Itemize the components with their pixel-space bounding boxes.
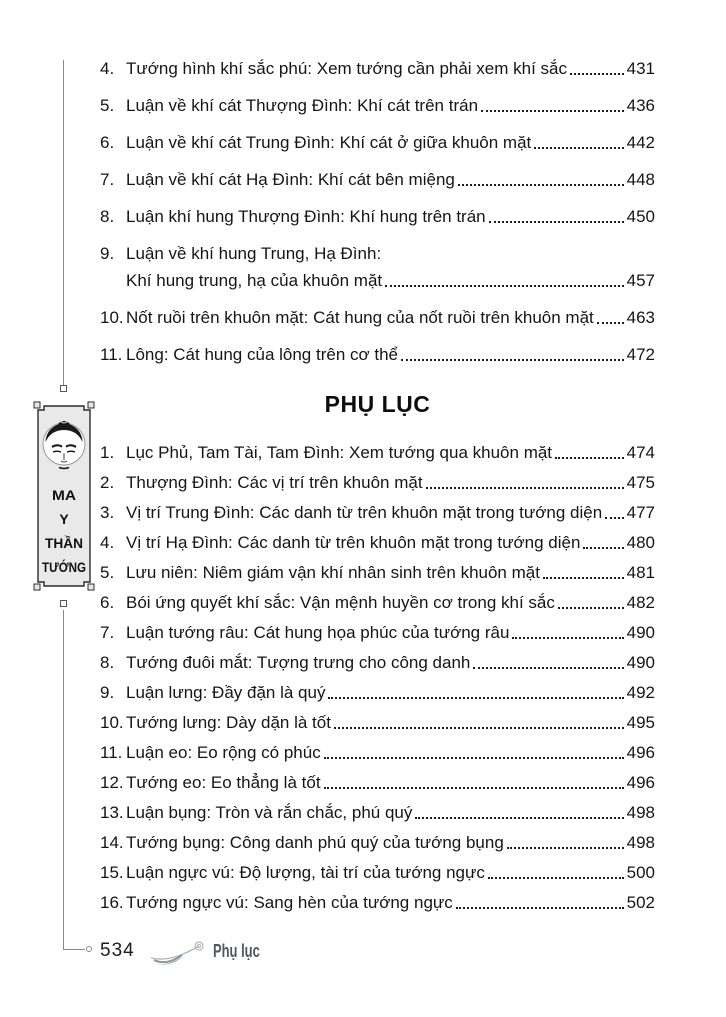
dot-leader: [488, 877, 624, 879]
item-title: Bói ứng quyết khí sắc: Vận mệnh huyền cơ trong khí sắc: [126, 593, 555, 612]
toc-row: [100, 307, 655, 328]
item-number: 7.: [100, 623, 115, 642]
item-title: Tướng lưng: Dày dặn là tốt: [126, 713, 331, 732]
item-page: 475: [626, 473, 655, 492]
dot-leader: [597, 322, 624, 324]
dot-leader: [324, 757, 624, 759]
toc-row: [100, 169, 655, 190]
item-page: 472: [626, 345, 655, 364]
connector-square-top: [60, 385, 67, 392]
item-page: 500: [626, 863, 655, 882]
toc-row: [100, 132, 655, 153]
item-page: 495: [626, 713, 655, 732]
sidebar-rule-bottom: [63, 610, 64, 950]
item-title: Tướng ngực vú: Sang hèn của tướng ngực: [126, 893, 453, 912]
toc-top-list: [100, 58, 655, 365]
item-number: 11.: [100, 345, 123, 364]
dot-leader: [334, 727, 624, 729]
item-number: 15.: [100, 863, 124, 882]
plaque-line-4: TƯỚNG: [42, 559, 96, 575]
dot-leader: [558, 607, 624, 609]
item-page: 463: [626, 308, 655, 327]
dot-leader: [456, 907, 624, 909]
item-page: 498: [626, 803, 655, 822]
item-number: 9.: [100, 683, 115, 702]
item-title: Lông: Cát hung của lông trên cơ thể: [126, 345, 398, 364]
plaque-line-3: THẦN: [45, 535, 83, 551]
item-title: Thượng Đình: Các vị trí trên khuôn mặt: [126, 473, 423, 492]
toc-row: [100, 58, 655, 79]
toc-row: [100, 892, 655, 913]
item-title: Vị trí Hạ Đình: Các danh từ trên khuôn mặt trong tướng diện: [126, 533, 581, 552]
dot-leader: [401, 359, 624, 361]
toc-row: [100, 270, 655, 291]
item-page: 457: [626, 271, 655, 290]
dot-leader: [458, 184, 624, 186]
item-title: Nốt ruồi trên khuôn mặt: Cát hung của nốt ruồi trên khuôn mặt: [126, 308, 594, 327]
toc-row: [100, 802, 655, 823]
toc-column: [100, 58, 655, 922]
toc-row: [100, 622, 655, 643]
item-number: 11.: [100, 743, 123, 762]
toc-row: [100, 712, 655, 733]
toc-row: [100, 592, 655, 613]
item-number: 14.: [100, 833, 124, 852]
item-number: 1.: [100, 443, 115, 462]
footer-section-label: Phụ lục: [212, 940, 260, 961]
dot-leader: [570, 73, 624, 75]
plaque-line-1: MA: [52, 487, 76, 503]
item-page: 480: [626, 533, 655, 552]
item-number: 10.: [100, 308, 124, 327]
dot-leader: [534, 147, 623, 149]
item-page: 481: [626, 563, 655, 582]
item-title: Lục Phủ, Tam Tài, Tam Đình: Xem tướng qua khuôn mặt: [126, 443, 553, 462]
toc-row: [100, 206, 655, 227]
dot-leader: [507, 847, 624, 849]
item-title: Luận lưng: Đầy đặn là quý: [126, 683, 326, 702]
dot-leader: [473, 667, 623, 669]
item-number: 12.: [100, 773, 124, 792]
item-title: Tướng eo: Eo thẳng là tốt: [126, 773, 321, 792]
item-page: 496: [626, 773, 655, 792]
item-number: 8.: [100, 207, 115, 226]
item-number: 2.: [100, 473, 115, 492]
plaque-line-2: Y: [59, 511, 69, 527]
item-page: 450: [626, 207, 655, 226]
dot-leader: [555, 457, 624, 459]
toc-row: [100, 502, 655, 523]
dot-leader: [324, 787, 624, 789]
item-title: Luận bụng: Tròn và rắn chắc, phú quý: [126, 803, 413, 822]
plaque-corner-icon: [88, 402, 94, 408]
item-page: 448: [626, 170, 655, 189]
item-page: 474: [626, 443, 655, 462]
item-title: Tướng hình khí sắc phú: Xem tướng cần phải xem khí sắc: [126, 59, 567, 78]
toc-row: [100, 862, 655, 883]
item-page: 502: [626, 893, 655, 912]
dot-leader: [489, 221, 624, 223]
item-number: 3.: [100, 503, 115, 522]
item-title: Tướng bụng: Công danh phú quý của tướng bụng: [126, 833, 504, 852]
item-number: 4.: [100, 533, 115, 552]
item-number: 10.: [100, 713, 124, 732]
item-title: Lưu niên: Niêm giám vận khí nhân sinh trên khuôn mặt: [126, 563, 540, 582]
dot-leader: [415, 817, 623, 819]
item-number: 13.: [100, 803, 124, 822]
toc-row: [100, 652, 655, 673]
dot-leader: [583, 547, 623, 549]
item-page: 482: [626, 593, 655, 612]
item-title: Luận về khí cát Hạ Đình: Khí cát bên miệng: [126, 170, 455, 189]
item-page: 498: [626, 833, 655, 852]
item-number: 5.: [100, 96, 115, 115]
toc-row: [100, 95, 655, 116]
toc-row: [100, 742, 655, 763]
item-page: 442: [626, 133, 655, 152]
dot-leader: [385, 285, 624, 287]
sidebar-rule-top: [63, 60, 64, 385]
item-page: 490: [626, 623, 655, 642]
item-title: Khí hung trung, hạ của khuôn mặt: [126, 271, 383, 290]
swoosh-logo-icon: [149, 938, 207, 968]
plaque-corner-icon: [34, 402, 40, 408]
toc-row: [100, 832, 655, 853]
item-page: 477: [626, 503, 655, 522]
item-number: 4.: [100, 59, 115, 78]
sidebar-rule-foot: [63, 949, 85, 950]
dot-leader: [481, 110, 624, 112]
dot-leader: [426, 487, 624, 489]
connector-square-bottom: [60, 600, 67, 607]
book-nameplate: [32, 400, 96, 592]
rule-end-dot-icon: [86, 946, 92, 952]
toc-row: [100, 682, 655, 703]
item-number: 6.: [100, 593, 115, 612]
plaque-corner-icon: [88, 584, 94, 590]
toc-row: [100, 562, 655, 583]
dot-leader: [543, 577, 624, 579]
item-title: Luận về khí cát Trung Đình: Khí cát ở giữa khuôn mặt: [126, 133, 532, 152]
toc-row: [100, 243, 655, 264]
item-title: Luận tướng râu: Cát hung họa phúc của tướng râu: [126, 623, 510, 642]
dot-leader: [328, 697, 623, 699]
appendix-list: [100, 442, 655, 913]
toc-row: [100, 344, 655, 365]
item-title: Luận về khí hung Trung, Hạ Đình:: [126, 244, 382, 263]
toc-row: [100, 532, 655, 553]
toc-row: [100, 442, 655, 463]
item-number: 7.: [100, 170, 115, 189]
dot-leader: [512, 637, 623, 639]
item-number: 5.: [100, 563, 115, 582]
toc-row: [100, 472, 655, 493]
item-page: 492: [626, 683, 655, 702]
toc-row: [100, 772, 655, 793]
item-number: 8.: [100, 653, 115, 672]
item-title: Tướng đuôi mắt: Tượng trưng cho công danh: [126, 653, 471, 672]
plaque-corner-icon: [34, 584, 40, 590]
dot-leader: [605, 517, 623, 519]
item-number: 6.: [100, 133, 115, 152]
item-number: 16.: [100, 893, 124, 912]
item-title: Luận eo: Eo rộng có phúc: [126, 743, 321, 762]
item-title: Luận ngực vú: Độ lượng, tài trí của tướng ngực: [126, 863, 485, 882]
page-number: 534: [100, 940, 135, 961]
item-number: 9.: [100, 244, 115, 263]
item-page: 490: [626, 653, 655, 672]
footer: [100, 934, 278, 968]
item-page: 431: [626, 59, 655, 78]
item-title: Luận khí hung Thượng Đình: Khí hung trên trán: [126, 207, 486, 226]
appendix-heading: PHỤ LỤC: [324, 391, 431, 417]
item-title: Luận về khí cát Thượng Đình: Khí cát trên trán: [126, 96, 479, 115]
item-page: 496: [626, 743, 655, 762]
item-page: 436: [626, 96, 655, 115]
item-title: Vị trí Trung Đình: Các danh từ trên khuôn mặt trong tướng diện: [126, 503, 603, 522]
